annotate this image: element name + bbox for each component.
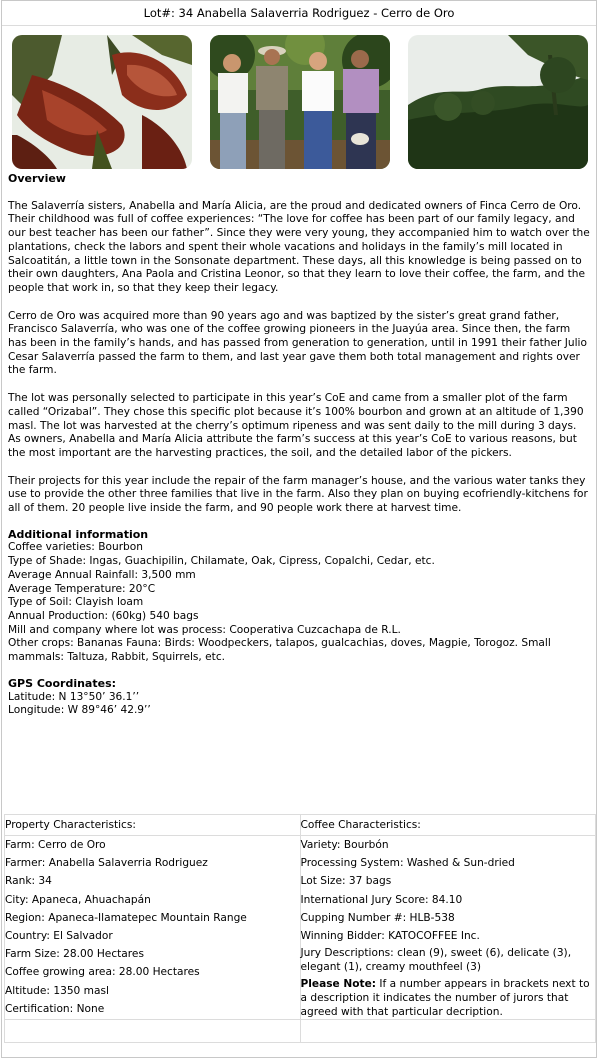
coffee-item: Lot Size: 37 bags [300,875,392,888]
flower-photo [12,35,192,169]
family-photo [210,35,390,169]
footer-cell-right [300,1020,596,1043]
additional-info-line: Average Temperature: 20°C [8,582,156,595]
coffee-item: Winning Bidder: KATOCOFFEE Inc. [300,930,480,943]
property-item: Farmer: Anabella Salaverria Rodriguez [5,857,208,870]
gps-heading: GPS Coordinates: [8,676,117,690]
property-item: Rank: 34 [5,875,52,888]
additional-info-heading: Additional information [8,527,149,541]
additional-info-line: Coffee varieties: Bourbon [8,541,143,554]
additional-info-line: Average Annual Rainfall: 3,500 mm [8,568,196,581]
property-item: Farm: Cerro de Oro [5,839,106,851]
additional-info-line: Mill and company where lot was process: Cooperativa Cuzcachapa de R.L. [8,623,401,636]
please-note [301,978,596,1019]
property-item: City: Apaneca, Ahuachapán [5,893,151,906]
note-text: If a number appears in brackets next to a description it indicates the number of jurors that agreed with that particular decription. [300,978,590,1018]
note-label: Please Note: [300,978,377,991]
property-item: Farm Size: 28.00 Hectares [5,948,144,961]
overview-paragraph: The lot was personally selected to participate in this year’s CoE and came from a smaller plot of the farm called “Orizabal”. They chose this specific plot because it’s 100% bourbon and grown at an altitude of 1,390 masl. The lot was harvested at the cherry’s optimum ripeness and was sent daily to the mill during 3 days. As owners, Anabella and María Alicia attribute the farm’s success at this year’s CoE to various reasons, but the most important are the harvesting practices, the soil, and the detailed labor of the pickers. [8,392,584,459]
property-item: Country: El Salvador [5,930,113,943]
gps-longitude: Longitude: W 89°46’ 42.9’’ [8,704,151,717]
property-item: Coffee growing area: 28.00 Hectares [5,966,200,979]
lot-page [1,0,597,1058]
gps-latitude: Latitude: N 13°50’ 36.1’’ [8,690,140,703]
photo-strip [2,26,596,172]
coffee-characteristics [300,836,596,1020]
coffee-item: Processing System: Washed & Sun-dried [300,857,515,870]
overview-paragraph: Their projects for this year include the repair of the farm manager’s house, and the various water tanks they use to provide the other three families that live in the farm. Also they plan on buying ecofriendly-kitchens for all of them. 20 people live inside the farm, and 90 people work there at harvest time. [8,474,588,515]
property-characteristics [5,836,301,1020]
property-item: Region: Apaneca-Ilamatepec Mountain Range [5,911,247,924]
page-title: Lot#: 34 Anabella Salaverria Rodriguez - Cerro de Oro [2,1,596,26]
jury-descriptions: Jury Descriptions: clean (9), sweet (6), delicate (3), elegant (1), creamy mouthfeel (3) [300,947,572,973]
property-heading: Property Characteristics: [5,815,301,836]
forest-photo [408,35,588,169]
coffee-item: International Jury Score: 84.10 [300,893,463,906]
property-item: Altitude: 1350 masl [5,984,109,997]
coffee-heading: Coffee Characteristics: [300,815,596,836]
additional-info-line: Type of Soil: Clayish loam [8,596,144,609]
additional-info-line: Type of Shade: Ingas, Guachipilin, Chilamate, Oak, Cipress, Copalchi, Cedar, etc. [8,555,435,568]
additional-info-line: Other crops: Bananas Fauna: Birds: Woodpeckers, talapos, gualcachias, doves, Magpie, Torogoz. Small mammals: Taltuza, Rabbit, Squirrels, etc. [8,637,551,664]
property-item: Certification: None [5,1002,105,1015]
overview-paragraph: Cerro de Oro was acquired more than 90 years ago and was baptized by the sister’s great grand father, Francisco Salaverría, who was one of the coffee growing pioneers in the Juayúa area. Since then, the farm has been in the family’s hands, and has passed from generation to generation, until in 1991 their father Julio Cesar Salaverría passed the farm to them, and last year gave them both total management and rights over the farm. [8,309,587,377]
overview-paragraph: The Salaverría sisters, Anabella and María Alicia, are the proud and dedicated owners of Finca Cerro de Oro. Their childhood was full of coffee experiences: “The love for coffee has been part of our family legacy, and our best teacher has been our father”. Since they were very young, they accompanied him to watch over the plantations, check the labors and spent their whole vacations and holidays in the family’s mill located in Salcoatitán, a little town in the Sonsonate department. These days, all this knowledge is being passed on to their own daughters, Ana Paola and Cristina Leonor, so that they learn to love their coffee, the farm, and the people that work in, so that they keep their legacy. [8,199,590,294]
lot-details [2,172,596,718]
overview-heading: Overview [8,172,66,185]
coffee-item: Cupping Number #: HLB-538 [300,911,455,924]
additional-info-line: Annual Production: (60kg) 540 bags [8,609,199,622]
coffee-item: Variety: Bourbón [300,839,389,851]
characteristics-table [4,814,596,1043]
footer-cell-left [5,1020,301,1043]
